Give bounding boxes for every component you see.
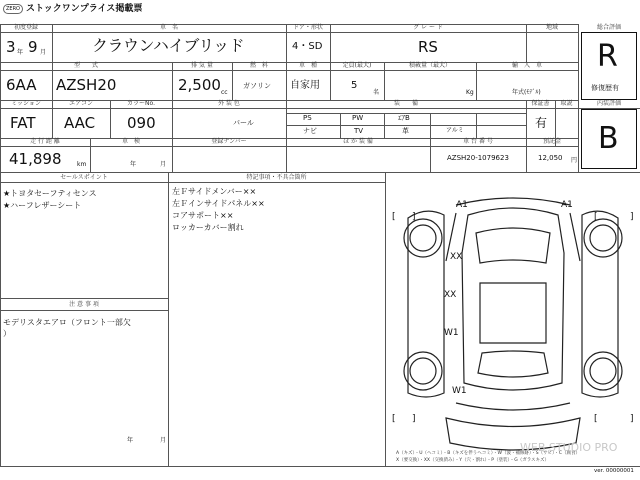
wheel-front-left-icon: [404, 219, 442, 257]
logo: ZERO: [3, 4, 23, 14]
mileage-value: 41,898: [9, 150, 62, 168]
bracket-open: [: [594, 212, 598, 222]
capacity-label: 定員(最大): [342, 62, 372, 69]
deposit-value: 12,050: [538, 154, 563, 162]
equip-navi: ナビ: [303, 127, 317, 135]
region-label: 地域: [545, 24, 558, 31]
use-label: 車 種: [298, 62, 317, 69]
notes-month-unit: 月: [160, 437, 167, 444]
equip-alumi: アルミ: [446, 127, 464, 134]
list-item: ★トヨタセーフティセンス: [3, 189, 97, 198]
car-name-label: 車 名: [159, 24, 178, 31]
legend-line-1: A（キズ）・U（ヘコミ）・B（キズを伴うヘコミ）・W（波・補修跡）・S（サビ）・C（腐食）: [396, 451, 580, 456]
grade-label: グ レ ー ド: [413, 24, 443, 31]
other-equipment-label: ほ か 装 備: [343, 138, 373, 145]
first-reg-month: 9: [28, 38, 38, 56]
inspection-year-unit: 年: [130, 161, 137, 168]
fuel-label: 燃 料: [249, 62, 268, 69]
mission-label: ミッション: [11, 100, 41, 107]
import-label: 輸 入 車: [511, 62, 542, 69]
model-label: 型 式: [73, 62, 98, 69]
list-item: ★ハーフレザーシート: [3, 201, 82, 210]
mileage-label: 走 行 距 離: [30, 138, 60, 145]
first-reg-year: 3: [6, 38, 16, 56]
total-eval-value: R: [597, 39, 618, 74]
inspection-label: 車 検: [121, 138, 140, 145]
color-no-label: カラーNo.: [127, 100, 155, 107]
list-item: 左Ｆサイドメンバー××: [172, 187, 257, 196]
load-unit: Kg: [466, 89, 474, 96]
car-top-outline: [462, 208, 564, 390]
interior-eval-value: B: [598, 121, 619, 156]
bracket-close: ]: [630, 212, 634, 222]
capacity-unit: 名: [373, 89, 380, 96]
bracket-close: ]: [412, 212, 416, 222]
chassis-no-value: AZSH20-1079623: [447, 154, 509, 162]
ext-color-label: 外 装 色: [218, 100, 240, 107]
mark-w1-2: W1: [452, 386, 467, 396]
chassis-no-label: 車 台 番 号: [463, 138, 493, 145]
model-prefix-value: 6AA: [6, 76, 37, 94]
month-unit: 月: [40, 49, 47, 56]
equip-tv: TV: [354, 127, 364, 135]
warranty-value: 有: [535, 116, 548, 130]
capacity-value: 5: [351, 80, 358, 91]
notes-year-unit: 年: [127, 437, 134, 444]
first-reg-label: 初度登録: [13, 24, 38, 31]
wheel-rear-left-icon: [404, 352, 442, 390]
list-item: モデリスタエアロ（フロント一部欠: [3, 318, 131, 327]
mark-xx-1: XX: [450, 252, 463, 262]
list-item: ）: [3, 329, 11, 338]
list-item: ロッカーカバー割れ: [172, 223, 244, 232]
deposit-unit: 円: [571, 157, 578, 164]
notes-list: [3, 317, 131, 339]
wheel-rear-right-icon: [584, 352, 622, 390]
total-eval-sub: 修復歴有: [591, 84, 619, 92]
special-notes-label: 特記事項・不具合箇所: [246, 174, 307, 181]
list-item: 左Ｆインサイドパネル××: [172, 199, 265, 208]
mark-xx-2: XX: [444, 290, 457, 300]
list-item: コアサポート××: [172, 211, 234, 220]
sales-point-list: [3, 188, 97, 212]
grade-value: RS: [418, 38, 438, 56]
equip-ab: ｴｱB: [398, 114, 410, 122]
bracket-close: ]: [630, 414, 634, 424]
mileage-unit: km: [77, 161, 87, 168]
mark-a1-right: A1: [561, 200, 573, 210]
mission-value: FAT: [10, 114, 36, 132]
bracket-open: [: [594, 414, 598, 424]
deposit-label: 預託金: [542, 138, 561, 145]
year-unit: 年: [17, 49, 24, 56]
legend-line-2: X（要交換）・XX（交換済み）・Y（穴・割れ）・P（塗装）・G（ガラスキズ）: [396, 458, 549, 463]
car-name-value: クラウンハイブリッド: [92, 36, 245, 55]
bracket-open: [: [392, 414, 396, 424]
record-label: 取説: [560, 100, 573, 107]
version-text: ver. 00000001: [594, 468, 634, 474]
displacement-value: 2,500: [178, 76, 221, 94]
model-value: AZSH20: [56, 76, 117, 94]
mark-a1-left: A1: [456, 200, 468, 210]
reg-number-label: 登録ナンバー: [211, 138, 247, 145]
fuel-value: ガソリン: [243, 82, 271, 90]
watermark: WEB STUDIO PRO: [520, 441, 618, 454]
aircon-label: エアコン: [69, 100, 93, 107]
car-left-side-outline: [408, 211, 444, 397]
color-no-value: 090: [127, 114, 156, 132]
use-value: 自家用: [290, 80, 320, 91]
equip-leather: 革: [402, 127, 409, 135]
bracket-close: ]: [412, 414, 416, 424]
import-unit: 年式(ﾓﾃﾞﾙ): [512, 89, 541, 96]
equip-ps: PS: [303, 114, 312, 122]
wheel-front-right-icon: [584, 219, 622, 257]
ext-color-value: パール: [233, 119, 254, 127]
car-right-side-outline: [582, 211, 618, 397]
inspection-month-unit: 月: [160, 161, 167, 168]
door-shape-value: 4・SD: [292, 41, 323, 52]
displacement-unit: cc: [221, 89, 228, 96]
equipment-label: 装 備: [393, 100, 418, 107]
equip-pw: PW: [352, 114, 364, 122]
total-eval-label: 総合評価: [596, 24, 621, 31]
door-shape-label: ドア・形状: [293, 24, 323, 31]
notes-label: 注 意 事 項: [69, 301, 99, 308]
car-damage-diagram: [386, 173, 640, 466]
front-bumper-outline: [456, 198, 570, 205]
displacement-label: 排 気 量: [191, 62, 213, 69]
special-notes-list: [172, 186, 265, 234]
mark-w1-1: W1: [444, 328, 459, 338]
bracket-open: [: [392, 212, 396, 222]
load-label: 積載量（最大）: [408, 62, 451, 69]
aircon-value: AAC: [64, 114, 96, 132]
page-title: ストックワンプライス掲載票: [26, 4, 143, 14]
warranty-label: 保証書: [531, 100, 550, 107]
rear-bumper-outline: [456, 403, 570, 410]
interior-eval-label: 内装評価: [596, 100, 621, 107]
sales-point-label: セールスポイント: [60, 174, 108, 181]
